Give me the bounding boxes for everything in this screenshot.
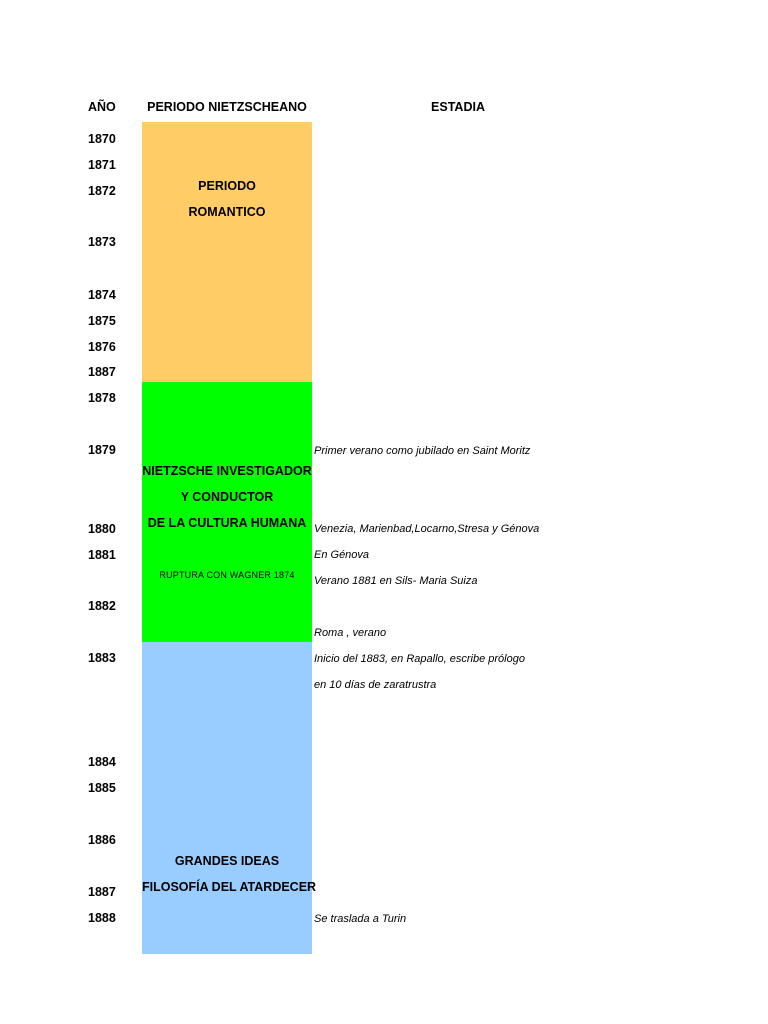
stay-column-header: ESTADIA xyxy=(431,100,485,114)
period-block-ideas xyxy=(142,642,317,954)
year-cell: 1879 xyxy=(88,443,116,457)
stay-entry: Inicio del 1883, en Rapallo, escribe prólogo xyxy=(314,653,525,665)
period-investigator-line-3: DE LA CULTURA HUMANA xyxy=(147,516,307,530)
stay-entry: En Génova xyxy=(314,549,370,561)
period-investigator-line-1: NIETZSCHE INVESTIGADOR xyxy=(142,464,312,478)
year-cell: 1888 xyxy=(88,911,116,925)
stay-entry: Primer verano como jubilado en Saint Moritz xyxy=(314,445,531,457)
year-cell: 1880 xyxy=(88,522,116,536)
period-ideas-line-2: FILOSOFÍA DEL ATARDECER xyxy=(142,880,317,894)
period-column-header: PERIODO NIETZSCHEANO xyxy=(147,100,307,114)
year-cell: 1883 xyxy=(88,651,116,665)
year-cell: 1872 xyxy=(88,184,116,198)
stay-entry: Se traslada a Turin xyxy=(314,913,407,925)
year-cell: 1873 xyxy=(88,235,116,249)
year-cell: 1884 xyxy=(88,755,116,769)
year-cell: 1887 xyxy=(88,365,116,379)
period-ideas-line-1: GRANDES IDEAS xyxy=(174,854,280,868)
period-romantic-line-2: ROMANTICO xyxy=(188,205,266,219)
year-cell: 1878 xyxy=(88,391,116,405)
year-cell: 1875 xyxy=(88,314,116,328)
stay-entry: Roma , verano xyxy=(314,627,387,639)
period-block-investigator xyxy=(142,382,312,642)
stay-entry: en 10 días de zaratrustra xyxy=(314,679,437,691)
year-cell: 1871 xyxy=(88,158,116,172)
period-block-romantic xyxy=(142,122,312,382)
year-cell: 1882 xyxy=(88,599,116,613)
year-cell: 1876 xyxy=(88,340,116,354)
wagner-rupture-note: RUPTURA CON WAGNER 1874 xyxy=(159,570,295,580)
year-column-header: AÑO xyxy=(88,100,116,114)
year-cell: 1887 xyxy=(88,885,116,899)
year-cell: 1874 xyxy=(88,288,116,302)
year-cell: 1886 xyxy=(88,833,116,847)
period-romantic-line-1: PERIODO xyxy=(198,179,256,193)
year-cell: 1881 xyxy=(88,548,116,562)
stay-entry: Venezia, Marienbad,Locarno,Stresa y Génova xyxy=(314,523,540,535)
year-cell: 1885 xyxy=(88,781,116,795)
period-investigator-line-2: Y CONDUCTOR xyxy=(180,490,274,504)
stay-entry: Verano 1881 en Sils- Maria Suiza xyxy=(314,575,478,587)
year-cell: 1870 xyxy=(88,132,116,146)
